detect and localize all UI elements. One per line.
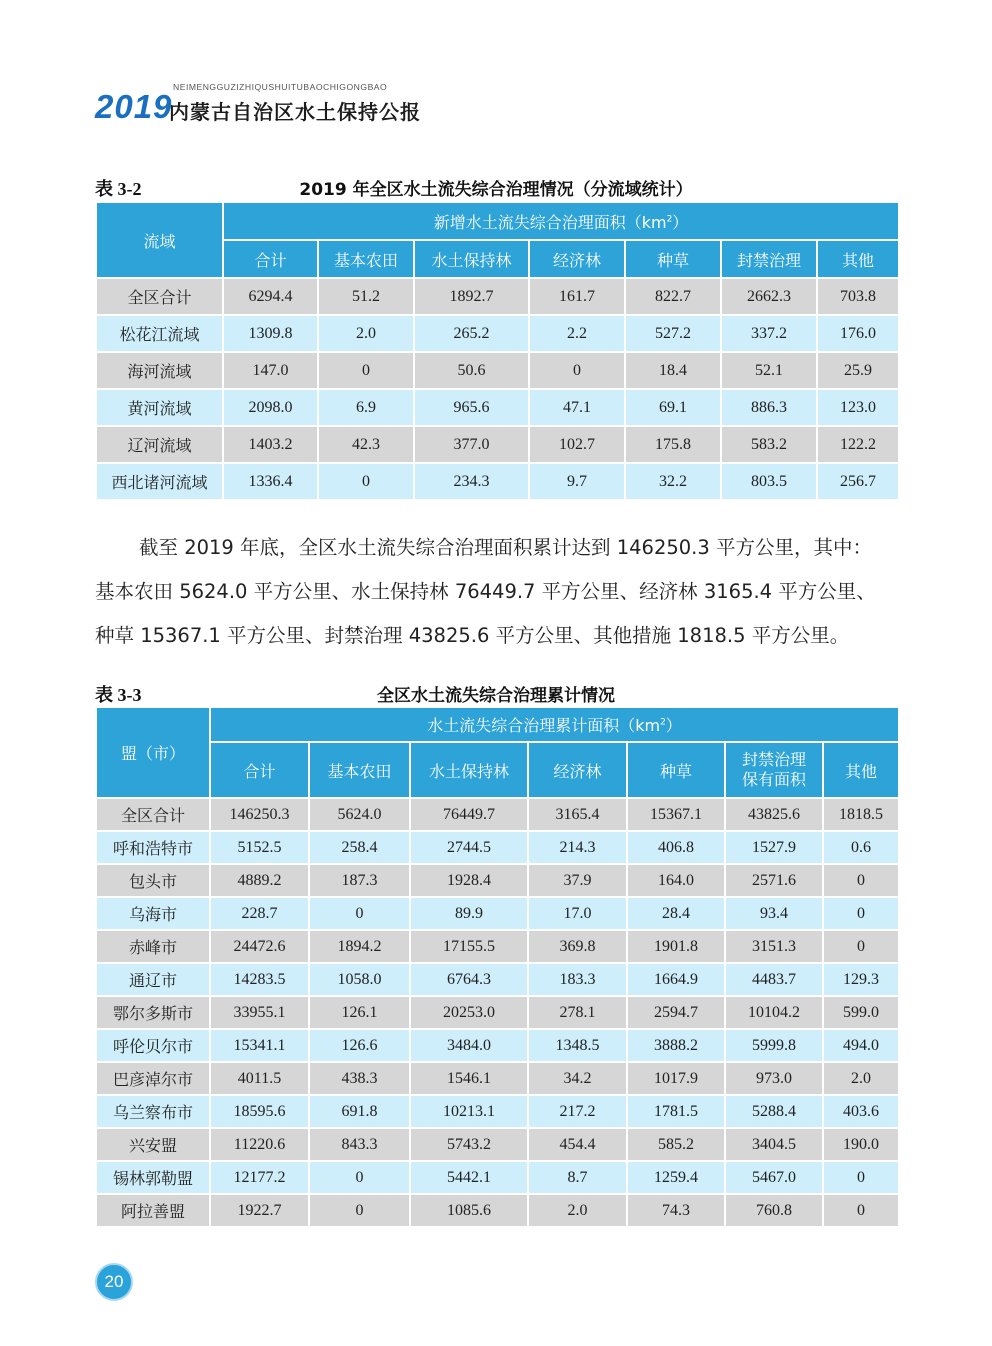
table-row	[96, 315, 899, 352]
row-name: 通辽市	[96, 963, 210, 996]
row-name: 乌海市	[96, 897, 210, 930]
cell-value: 5467.0	[725, 1161, 823, 1194]
row-name: 兴安盟	[96, 1128, 210, 1161]
row-name: 赤峰市	[96, 930, 210, 963]
table2-number: 表 3-3	[95, 685, 142, 705]
cell-value: 123.0	[817, 389, 899, 426]
cell-value: 89.9	[410, 897, 528, 930]
row-name: 锡林郭勒盟	[96, 1161, 210, 1194]
cell-value: 69.1	[625, 389, 721, 426]
cell-value: 2.0	[528, 1194, 627, 1227]
table2-caption	[95, 681, 897, 705]
cell-value: 126.1	[309, 996, 410, 1029]
cell-value: 1017.9	[627, 1062, 725, 1095]
cell-value: 585.2	[627, 1128, 725, 1161]
row-name: 乌兰察布市	[96, 1095, 210, 1128]
table1-group-header: 新增水土流失综合治理面积$(km^2)$	[223, 202, 899, 240]
paragraph-line: 种草 15367.1 平方公里、封禁治理 43825.6 平方公里、其他措施 1818.5 平方公里。	[95, 624, 850, 647]
cell-value: 183.3	[528, 963, 627, 996]
table1-col-header: 水土保持林	[414, 240, 529, 278]
table-row	[96, 864, 899, 897]
cell-value: 406.8	[627, 831, 725, 864]
cell-value: 5999.8	[725, 1029, 823, 1062]
cell-value: 438.3	[309, 1062, 410, 1095]
cell-value: 18.4	[625, 352, 721, 389]
cell-value: 1664.9	[627, 963, 725, 996]
table1-col-header: 其他	[817, 240, 899, 278]
cell-value: 5743.2	[410, 1128, 528, 1161]
table2-col-header: 合计	[210, 742, 309, 798]
cell-value: 583.2	[721, 426, 817, 463]
cell-value: 3151.3	[725, 930, 823, 963]
cell-value: 129.3	[823, 963, 899, 996]
cell-value: 187.3	[309, 864, 410, 897]
summary-paragraph	[95, 526, 905, 658]
table-row	[96, 389, 899, 426]
cell-value: 0	[823, 1161, 899, 1194]
cell-value: 93.4	[725, 897, 823, 930]
cell-value: 234.3	[414, 463, 529, 500]
cell-value: 337.2	[721, 315, 817, 352]
row-name: 松花江流域	[96, 315, 223, 352]
cell-value: 4011.5	[210, 1062, 309, 1095]
table-row	[96, 1029, 899, 1062]
cell-value: 2098.0	[223, 389, 318, 426]
cell-value: 0	[823, 930, 899, 963]
cell-value: 0	[309, 1161, 410, 1194]
cell-value: 33955.1	[210, 996, 309, 1029]
cell-value: 258.4	[309, 831, 410, 864]
row-name: 巴彦淖尔市	[96, 1062, 210, 1095]
cell-value: 377.0	[414, 426, 529, 463]
cell-value: 6.9	[318, 389, 414, 426]
table-row	[96, 1194, 899, 1227]
cell-value: 1901.8	[627, 930, 725, 963]
cell-value: 32.2	[625, 463, 721, 500]
table1-col-header: 经济林	[529, 240, 625, 278]
cell-value: 703.8	[817, 278, 899, 315]
cell-value: 2662.3	[721, 278, 817, 315]
table-row	[96, 798, 899, 831]
cell-value: 228.7	[210, 897, 309, 930]
cell-value: 843.3	[309, 1128, 410, 1161]
cell-value: 973.0	[725, 1062, 823, 1095]
cell-value: 803.5	[721, 463, 817, 500]
cell-value: 256.7	[817, 463, 899, 500]
table2-col-header: 基本农田	[309, 742, 410, 798]
table-row	[96, 1062, 899, 1095]
cell-value: 28.4	[627, 897, 725, 930]
cell-value: 0	[529, 352, 625, 389]
table-row	[96, 831, 899, 864]
cell-value: 1928.4	[410, 864, 528, 897]
table1-row-header: 流域	[96, 202, 223, 278]
cell-value: 599.0	[823, 996, 899, 1029]
cell-value: 278.1	[528, 996, 627, 1029]
table2-col-header: 水土保持林	[410, 742, 528, 798]
cell-value: 0	[823, 1194, 899, 1227]
header-title: 内蒙古自治区水土保持公报	[169, 100, 421, 124]
cell-value: 2571.6	[725, 864, 823, 897]
cell-value: 1781.5	[627, 1095, 725, 1128]
cell-value: 6294.4	[223, 278, 318, 315]
cell-value: 147.0	[223, 352, 318, 389]
table1-col-header: 种草	[625, 240, 721, 278]
cell-value: 24472.6	[210, 930, 309, 963]
row-name: 黄河流域	[96, 389, 223, 426]
cell-value: 1527.9	[725, 831, 823, 864]
table2-col-header: 其他	[823, 742, 899, 798]
cell-value: 43825.6	[725, 798, 823, 831]
cell-value: 50.6	[414, 352, 529, 389]
page-number: 20	[95, 1263, 133, 1301]
cell-value: 12177.2	[210, 1161, 309, 1194]
table2-col-header: 封禁治理 保有面积	[725, 742, 823, 798]
cell-value: 52.1	[721, 352, 817, 389]
cell-value: 2594.7	[627, 996, 725, 1029]
table-row	[96, 463, 899, 500]
table-row	[96, 426, 899, 463]
cell-value: 47.1	[529, 389, 625, 426]
cell-value: 454.4	[528, 1128, 627, 1161]
cell-value: 126.6	[309, 1029, 410, 1062]
cell-value: 265.2	[414, 315, 529, 352]
cell-value: 5624.0	[309, 798, 410, 831]
cell-value: 1818.5	[823, 798, 899, 831]
cell-value: 3888.2	[627, 1029, 725, 1062]
row-name: 辽河流域	[96, 426, 223, 463]
cell-value: 1058.0	[309, 963, 410, 996]
cell-value: 2744.5	[410, 831, 528, 864]
cell-value: 15341.1	[210, 1029, 309, 1062]
table-row	[96, 963, 899, 996]
table1-caption	[95, 175, 897, 199]
cell-value: 1259.4	[627, 1161, 725, 1194]
cell-value: 5288.4	[725, 1095, 823, 1128]
cell-value: 20253.0	[410, 996, 528, 1029]
row-name: 呼和浩特市	[96, 831, 210, 864]
cell-value: 1546.1	[410, 1062, 528, 1095]
cell-value: 17.0	[528, 897, 627, 930]
table2-title: 全区水土流失综合治理累计情况	[377, 686, 615, 706]
cell-value: 76449.7	[410, 798, 528, 831]
table1-col-header: 基本农田	[318, 240, 414, 278]
table1-col-header: 合计	[223, 240, 318, 278]
row-name: 全区合计	[96, 798, 210, 831]
cell-value: 14283.5	[210, 963, 309, 996]
table1-title: 2019 年全区水土流失综合治理情况（分流域统计）	[299, 180, 693, 200]
table-row	[96, 930, 899, 963]
table2-col-header: 种草	[627, 742, 725, 798]
table-row	[96, 996, 899, 1029]
cell-value: 4483.7	[725, 963, 823, 996]
cell-value: 1403.2	[223, 426, 318, 463]
cell-value: 1348.5	[528, 1029, 627, 1062]
table-row	[96, 1161, 899, 1194]
cell-value: 2.0	[823, 1062, 899, 1095]
table-row	[96, 1128, 899, 1161]
cell-value: 1085.6	[410, 1194, 528, 1227]
cell-value: 965.6	[414, 389, 529, 426]
row-name: 海河流域	[96, 352, 223, 389]
cell-value: 886.3	[721, 389, 817, 426]
table1-col-header: 封禁治理	[721, 240, 817, 278]
table2-group-header: 水土流失综合治理累计面积$(km^2)$	[210, 707, 899, 742]
cell-value: 25.9	[817, 352, 899, 389]
cell-value: 34.2	[528, 1062, 627, 1095]
cell-value: 0	[309, 1194, 410, 1227]
cell-value: 6764.3	[410, 963, 528, 996]
row-name: 西北诸河流域	[96, 463, 223, 500]
cell-value: 146250.3	[210, 798, 309, 831]
table-row	[96, 1095, 899, 1128]
cell-value: 0	[309, 897, 410, 930]
cell-value: 494.0	[823, 1029, 899, 1062]
row-name: 鄂尔多斯市	[96, 996, 210, 1029]
cell-value: 8.7	[528, 1161, 627, 1194]
cell-value: 0	[318, 463, 414, 500]
cell-value: 2.2	[529, 315, 625, 352]
cell-value: 5442.1	[410, 1161, 528, 1194]
header-year: 2019	[95, 88, 173, 125]
cell-value: 74.3	[627, 1194, 725, 1227]
cell-value: 10104.2	[725, 996, 823, 1029]
cell-value: 3165.4	[528, 798, 627, 831]
paragraph-line: 截至 2019 年底，全区水土流失综合治理面积累计达到 146250.3 平方公里，其中：	[139, 536, 872, 559]
table-row	[96, 278, 899, 315]
cell-value: 0.6	[823, 831, 899, 864]
cell-value: 176.0	[817, 315, 899, 352]
report-header	[95, 82, 495, 128]
cell-value: 822.7	[625, 278, 721, 315]
cell-value: 1894.2	[309, 930, 410, 963]
cell-value: 369.8	[528, 930, 627, 963]
cell-value: 102.7	[529, 426, 625, 463]
table2-row-header: 盟（市）	[96, 707, 210, 798]
table2-col-header: 经济林	[528, 742, 627, 798]
cell-value: 18595.6	[210, 1095, 309, 1128]
cell-value: 10213.1	[410, 1095, 528, 1128]
cell-value: 37.9	[528, 864, 627, 897]
table1-number: 表 3-2	[95, 179, 142, 199]
table-row	[96, 352, 899, 389]
paragraph-line: 基本农田 5624.0 平方公里、水土保持林 76449.7 平方公里、经济林 3165.4 平方公里、	[95, 580, 876, 603]
cell-value: 122.2	[817, 426, 899, 463]
table1	[95, 201, 900, 501]
cell-value: 1892.7	[414, 278, 529, 315]
cell-value: 217.2	[528, 1095, 627, 1128]
cell-value: 190.0	[823, 1128, 899, 1161]
cell-value: 0	[823, 897, 899, 930]
table2	[95, 706, 900, 1228]
cell-value: 51.2	[318, 278, 414, 315]
table-row	[96, 897, 899, 930]
cell-value: 11220.6	[210, 1128, 309, 1161]
cell-value: 691.8	[309, 1095, 410, 1128]
cell-value: 0	[823, 864, 899, 897]
cell-value: 1922.7	[210, 1194, 309, 1227]
cell-value: 17155.5	[410, 930, 528, 963]
cell-value: 214.3	[528, 831, 627, 864]
cell-value: 760.8	[725, 1194, 823, 1227]
cell-value: 42.3	[318, 426, 414, 463]
cell-value: 4889.2	[210, 864, 309, 897]
cell-value: 2.0	[318, 315, 414, 352]
header-pinyin: NEIMENGGUZIZHIQUSHUITUBAOCHIGONGBAO	[173, 82, 388, 92]
cell-value: 161.7	[529, 278, 625, 315]
cell-value: 403.6	[823, 1095, 899, 1128]
cell-value: 164.0	[627, 864, 725, 897]
row-name: 包头市	[96, 864, 210, 897]
cell-value: 527.2	[625, 315, 721, 352]
cell-value: 1309.8	[223, 315, 318, 352]
row-name: 全区合计	[96, 278, 223, 315]
cell-value: 3484.0	[410, 1029, 528, 1062]
cell-value: 5152.5	[210, 831, 309, 864]
cell-value: 15367.1	[627, 798, 725, 831]
cell-value: 175.8	[625, 426, 721, 463]
cell-value: 0	[318, 352, 414, 389]
cell-value: 3404.5	[725, 1128, 823, 1161]
row-name: 阿拉善盟	[96, 1194, 210, 1227]
cell-value: 1336.4	[223, 463, 318, 500]
row-name: 呼伦贝尔市	[96, 1029, 210, 1062]
cell-value: 9.7	[529, 463, 625, 500]
